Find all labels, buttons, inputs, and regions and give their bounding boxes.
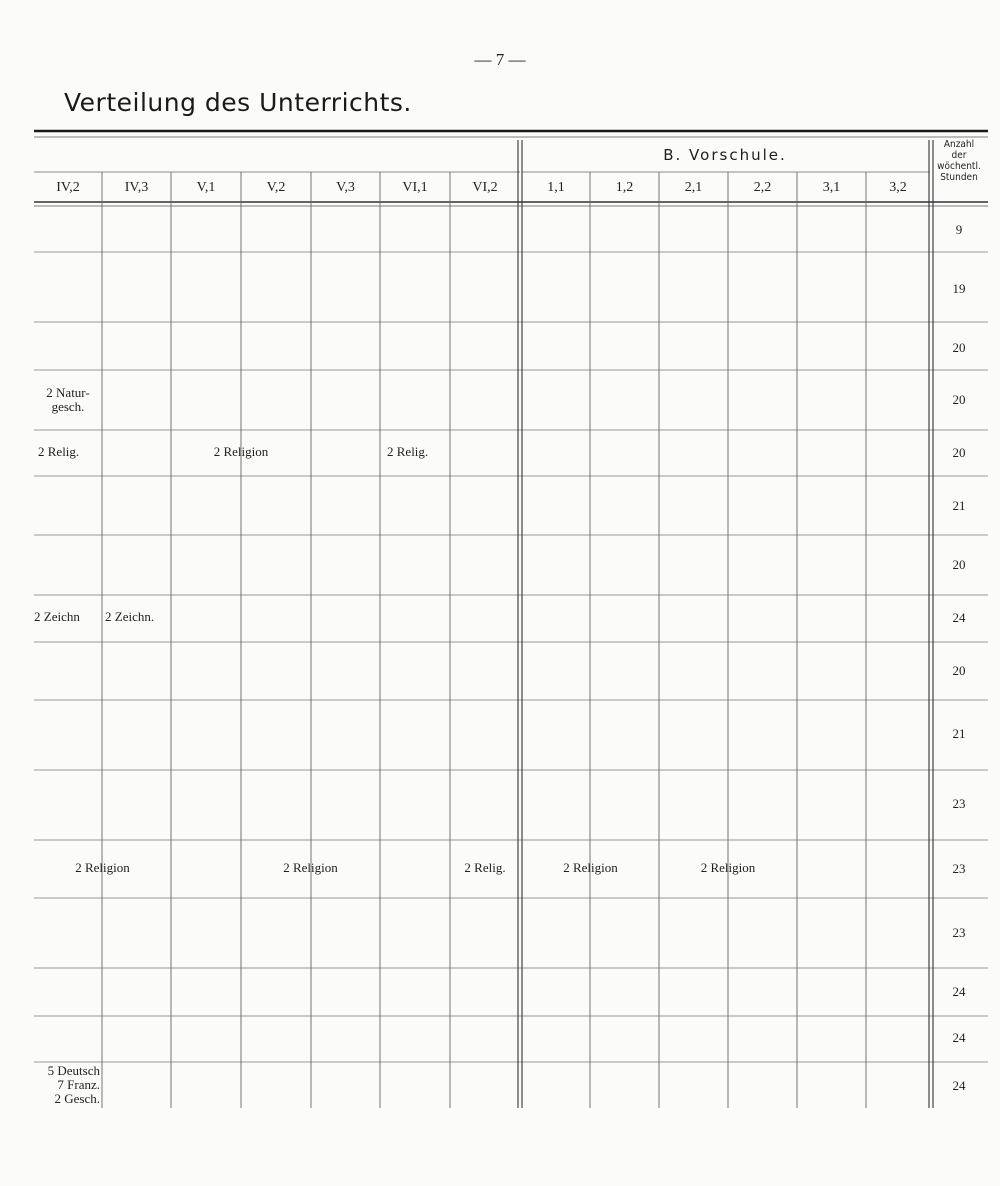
column-header: 3,2: [889, 180, 907, 195]
hours-count: 23: [952, 796, 966, 811]
table-cell-entry: 2 Religion: [700, 860, 756, 875]
hours-count: 24: [952, 610, 966, 625]
hours-count: 20: [952, 663, 966, 678]
column-header: 2,1: [684, 180, 703, 195]
table-cell-entry: 2 Relig.: [387, 444, 429, 459]
hours-count: 24: [952, 984, 966, 999]
column-header: 3,1: [822, 180, 841, 195]
hours-count: 21: [952, 726, 966, 741]
table-cell-entry: 2 Religion: [563, 860, 618, 875]
column-header: V,2: [266, 180, 286, 195]
table-cell-entry: 2 Relig.: [38, 444, 80, 459]
hours-count: 20: [952, 557, 966, 572]
anzahl-header-line: wöchentl.: [937, 161, 981, 172]
page-number: — 7 —: [474, 50, 526, 69]
hours-count: 21: [952, 498, 966, 513]
hours-count: 23: [952, 861, 966, 876]
column-header: V,3: [336, 180, 355, 195]
hours-count: 19: [952, 281, 966, 296]
table-cell-entry: 2 Zeichn.: [105, 609, 155, 624]
hours-count: 20: [952, 392, 966, 407]
table-cell-entry: 2 Relig.: [464, 860, 506, 875]
table-cell-entry: 2 Natur- gesch.: [46, 385, 90, 414]
hours-count: 9: [955, 222, 963, 237]
anzahl-header-line: der: [951, 150, 967, 161]
column-header: 2,2: [753, 180, 772, 195]
anzahl-header-line: Anzahl: [943, 139, 975, 150]
column-header: VI,2: [472, 180, 498, 195]
anzahl-header-line: Stunden: [940, 172, 978, 183]
column-header: 1,2: [615, 180, 634, 195]
column-header: VI,1: [402, 180, 428, 195]
table-cell-entry: 2 Religion: [283, 860, 338, 875]
anzahl-header: [933, 139, 985, 183]
page-title: Verteilung des Unterrichts.: [64, 88, 412, 117]
hours-count: 23: [952, 925, 966, 940]
table-cell-entry: 2 Religion: [213, 444, 269, 459]
column-header: IV,3: [124, 180, 149, 195]
hours-count: 24: [952, 1078, 966, 1093]
hours-count: 20: [952, 445, 966, 460]
hours-count: 24: [952, 1030, 966, 1045]
table-cell-entry: 2 Zeichn: [34, 609, 80, 624]
column-header: V,1: [196, 180, 216, 195]
column-header: 1,1: [547, 180, 565, 195]
hours-count: 20: [952, 340, 966, 355]
section-b-header: B. Vorschule.: [663, 146, 787, 164]
table-cell-entry: 2 Religion: [75, 860, 130, 875]
table-cell-entry: 5 Deutsch 7 Franz. 2 Gesch.: [47, 1063, 100, 1106]
column-header: IV,2: [56, 180, 80, 195]
